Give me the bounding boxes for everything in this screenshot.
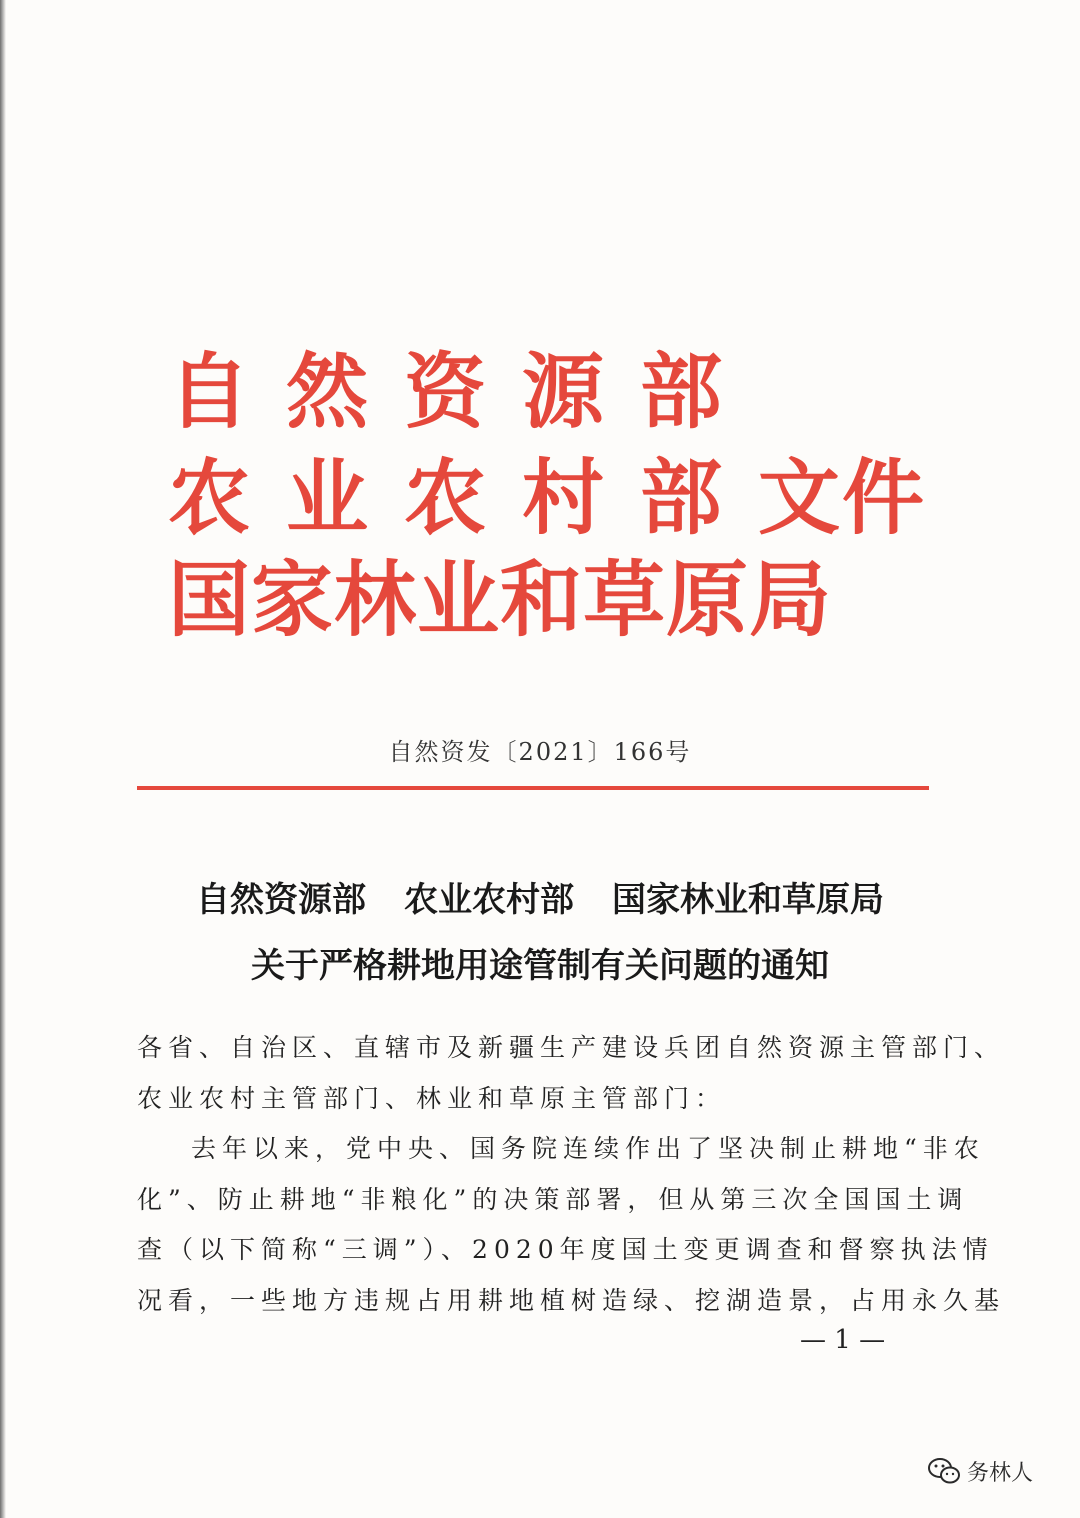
header-issuer-1: 自然资源部 bbox=[168, 345, 759, 440]
body-line-6: 况看，一些地方违规占用耕地植树造绿、挖湖造景，占用永久基 bbox=[137, 1286, 1006, 1315]
watermark bbox=[927, 1453, 1033, 1489]
header-issuer-2-name: 农业农村部 bbox=[168, 451, 759, 546]
wechat-icon bbox=[927, 1457, 961, 1485]
header-wenjian: 文件 bbox=[758, 451, 927, 546]
watermark-text: 务林人 bbox=[967, 1460, 1034, 1486]
document-number: 自然资发〔2021〕166号 bbox=[388, 738, 692, 766]
header-issuer-3: 国家林业和草原局 bbox=[168, 553, 833, 648]
body-line-4: 化”、防止耕地“非粮化”的决策部署，但从第三次全国国土调 bbox=[137, 1185, 969, 1214]
body-line-3: 去年以来，党中央、国务院连续作出了坚决制止耕地“非农 bbox=[191, 1134, 985, 1163]
header-issuer-2 bbox=[168, 451, 927, 546]
title-issuer-2: 农业农村部 bbox=[404, 880, 574, 920]
body-line-1: 各省、自治区、直辖市及新疆生产建设兵团自然资源主管部门、 bbox=[137, 1033, 1006, 1062]
title-issuers bbox=[0, 872, 1080, 921]
red-separator-line bbox=[137, 786, 929, 790]
body-line-2: 农业农村主管部门、林业和草原主管部门： bbox=[137, 1084, 727, 1113]
title-issuer-3: 国家林业和草原局 bbox=[612, 880, 884, 920]
body-line-5: 查（以下简称“三调”）、2020年度国土变更调查和督察执法情 bbox=[137, 1235, 994, 1264]
page-number: — 1 — bbox=[800, 1325, 886, 1355]
title-subject: 关于严格耕地用途管制有关问题的通知 bbox=[251, 946, 829, 986]
title-issuer-1: 自然资源部 bbox=[196, 880, 366, 920]
